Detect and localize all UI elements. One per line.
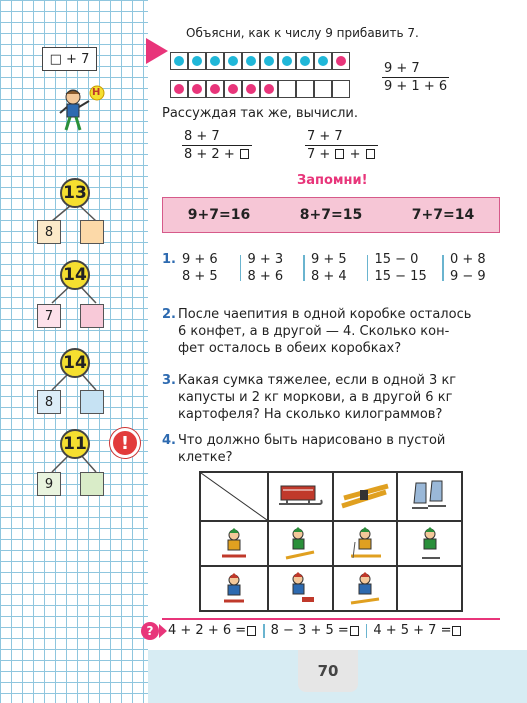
bottom-exprs xyxy=(168,622,462,639)
flag-letter: Н xyxy=(92,87,101,98)
small-arrow-icon xyxy=(159,624,167,638)
remember-item-1: 9+7=16 xyxy=(187,207,251,223)
frac-top: 9 + 7 xyxy=(382,60,449,78)
skis-icon xyxy=(338,480,392,514)
child-skiing-icon xyxy=(347,526,383,562)
counter-dot xyxy=(246,56,256,66)
task1-cell: 9 − 9 xyxy=(449,269,486,284)
task-1-number: 1. xyxy=(162,252,176,267)
bottom-expr-1: 4 + 2 + 6 = xyxy=(168,623,247,638)
exercise-2 xyxy=(305,128,378,163)
ex1-top: 8 + 7 xyxy=(182,128,252,146)
task-2-number: 2. xyxy=(162,307,176,322)
counter-cell xyxy=(278,52,296,70)
skates-icon xyxy=(408,477,452,517)
bottom-expr-2: 8 − 3 + 5 = xyxy=(270,623,349,638)
counter-cell xyxy=(332,80,350,98)
counter-cell xyxy=(170,52,188,70)
counter-cell xyxy=(242,52,260,70)
tree-1-left: 8 xyxy=(37,220,61,244)
task2-line: 6 конфет, а в другой — 4. Сколько кон- xyxy=(178,324,450,339)
answer-box[interactable] xyxy=(240,149,249,159)
counter-cell xyxy=(188,80,206,98)
task-4-number: 4. xyxy=(162,433,176,448)
counter-dot xyxy=(228,84,238,94)
counter-dot xyxy=(282,56,292,66)
counter-cell xyxy=(278,80,296,98)
tree-3-left: 8 xyxy=(37,390,61,414)
ex1-bottom: 8 + 2 + xyxy=(184,147,239,162)
bottom-expr-3: 4 + 5 + 7 = xyxy=(373,623,452,638)
counter-dot xyxy=(174,84,184,94)
task1-cell: 8 + 6 xyxy=(247,269,284,284)
ex2-bottom-a: 7 + xyxy=(307,147,335,162)
arrow-marker-icon xyxy=(146,38,168,64)
counter-dot xyxy=(246,84,256,94)
reason-text: Рассуждая так же, вычисли. xyxy=(162,106,359,121)
separator xyxy=(240,255,242,281)
grid-cell-child-2 xyxy=(268,521,333,566)
child-skiing-icon xyxy=(347,571,383,607)
exercise-1 xyxy=(182,128,252,163)
separator xyxy=(442,255,444,281)
task1-col xyxy=(182,251,234,285)
ex2-top: 7 + 7 xyxy=(305,128,378,146)
answer-box[interactable] xyxy=(335,149,344,159)
task1-cell: 9 + 6 xyxy=(181,252,218,267)
counter-cell xyxy=(296,52,314,70)
ex2-bottom-b: + xyxy=(345,147,365,162)
task1-cell: 15 − 0 xyxy=(374,252,419,267)
task-2 xyxy=(162,306,500,357)
task3-line: Какая сумка тяжелее, если в одной 3 кг xyxy=(178,373,457,388)
task1-col xyxy=(450,251,494,285)
task2-line: После чаепития в одной коробке осталось xyxy=(178,307,472,322)
task1-cell: 8 + 4 xyxy=(310,269,347,284)
counter-dot xyxy=(264,56,274,66)
counter-cell xyxy=(332,52,350,70)
task2-line: фет осталось в обеих коробках? xyxy=(178,341,402,356)
remember-band xyxy=(162,197,500,233)
sled-icon xyxy=(275,480,325,514)
task4-line: Что должно быть нарисовано в пустой xyxy=(178,433,446,448)
separator xyxy=(303,255,305,281)
grid-cell-child-4 xyxy=(397,521,462,566)
grid-cell-child-5 xyxy=(200,566,268,611)
counter-cell xyxy=(206,52,224,70)
dot-row-1 xyxy=(170,52,350,70)
counter-dot xyxy=(210,56,220,66)
task-3 xyxy=(162,372,500,423)
task1-col xyxy=(374,251,436,285)
tree-4-right[interactable] xyxy=(80,472,104,496)
question-mark: ? xyxy=(146,624,154,638)
question-badge xyxy=(141,622,159,640)
tree-2-left: 7 xyxy=(37,304,61,328)
alert-icon xyxy=(110,428,140,458)
counter-cell xyxy=(260,80,278,98)
counter-cell xyxy=(242,80,260,98)
counter-cell xyxy=(314,80,332,98)
tree-1-right[interactable] xyxy=(80,220,104,244)
page-number: 70 xyxy=(317,662,339,680)
grid-cell-empty[interactable] xyxy=(397,566,462,611)
tree-1-top: 13 xyxy=(60,178,90,208)
counter-dot xyxy=(318,56,328,66)
answer-box[interactable] xyxy=(366,149,375,159)
counter-cell xyxy=(260,52,278,70)
task1-cell: 9 + 3 xyxy=(247,252,284,267)
tree-4-left: 9 xyxy=(37,472,61,496)
grid-cell-child-6 xyxy=(268,566,333,611)
grid-cell-child-3 xyxy=(333,521,398,566)
remember-item-2: 8+7=15 xyxy=(299,207,363,223)
grid-cell-skates xyxy=(397,472,462,521)
counter-cell xyxy=(296,80,314,98)
separator xyxy=(366,624,368,638)
counter-cell xyxy=(314,52,332,70)
counter-cell xyxy=(188,52,206,70)
counter-dot xyxy=(174,56,184,66)
child-sledding-icon xyxy=(216,526,252,562)
child-sledding-icon xyxy=(282,571,318,607)
remember-item-3: 7+7=14 xyxy=(411,207,475,223)
counter-dot xyxy=(264,84,274,94)
task1-cell: 0 + 8 xyxy=(449,252,486,267)
counter-cell xyxy=(224,80,242,98)
counter-cell xyxy=(206,80,224,98)
tree-3-top: 14 xyxy=(60,348,90,378)
grid-cell-child-1 xyxy=(200,521,268,566)
alert-mark: ! xyxy=(120,432,130,454)
grid-cell-skis xyxy=(333,472,398,521)
answer-box[interactable] xyxy=(452,626,461,636)
tree-2-top: 14 xyxy=(60,260,90,290)
answer-box[interactable] xyxy=(247,626,256,636)
task1-cell: 9 + 5 xyxy=(310,252,347,267)
intro-instruction: Объясни, как к числу 9 прибавить 7. xyxy=(186,26,419,40)
task-3-number: 3. xyxy=(162,373,176,388)
counter-dot xyxy=(300,56,310,66)
task1-cell: 15 − 15 xyxy=(374,269,427,284)
fraction-example xyxy=(382,60,449,95)
grid-cell-diagonal xyxy=(200,472,268,521)
dot-row-2 xyxy=(170,80,350,98)
separator xyxy=(367,255,369,281)
page-number-tab xyxy=(298,650,358,692)
task1-col xyxy=(311,251,361,285)
counter-dot xyxy=(192,56,202,66)
task-1 xyxy=(162,251,494,285)
task1-col xyxy=(247,251,297,285)
counter-dot xyxy=(336,56,346,66)
child-skiing-icon xyxy=(282,526,318,562)
tree-4-top: 11 xyxy=(60,429,90,459)
answer-box[interactable] xyxy=(350,626,359,636)
grid-cell-sled xyxy=(268,472,333,521)
tree-2-right[interactable] xyxy=(80,304,104,328)
frac-bottom: 9 + 1 + 6 xyxy=(384,79,448,94)
divider-line xyxy=(162,618,500,620)
picture-grid xyxy=(199,471,463,612)
child-sledding-icon xyxy=(216,571,252,607)
task4-line: клетке? xyxy=(178,450,233,465)
counter-dot xyxy=(192,84,202,94)
task1-cell: 8 + 5 xyxy=(181,269,218,284)
counter-cell xyxy=(224,52,242,70)
counter-dot xyxy=(210,84,220,94)
grid-cell-child-7 xyxy=(333,566,398,611)
task3-line: капусты и 2 кг моркови, а в другой 6 кг xyxy=(178,390,453,405)
task-4 xyxy=(162,432,500,466)
tree-3-right[interactable] xyxy=(80,390,104,414)
child-skating-icon xyxy=(412,526,448,562)
counter-cell xyxy=(170,80,188,98)
remember-title: Запомни! xyxy=(297,173,368,188)
separator xyxy=(263,624,265,638)
task3-line: картофеля? На сколько килограммов? xyxy=(178,407,443,422)
expr-label: □ + 7 xyxy=(49,51,90,67)
counter-dot xyxy=(228,56,238,66)
